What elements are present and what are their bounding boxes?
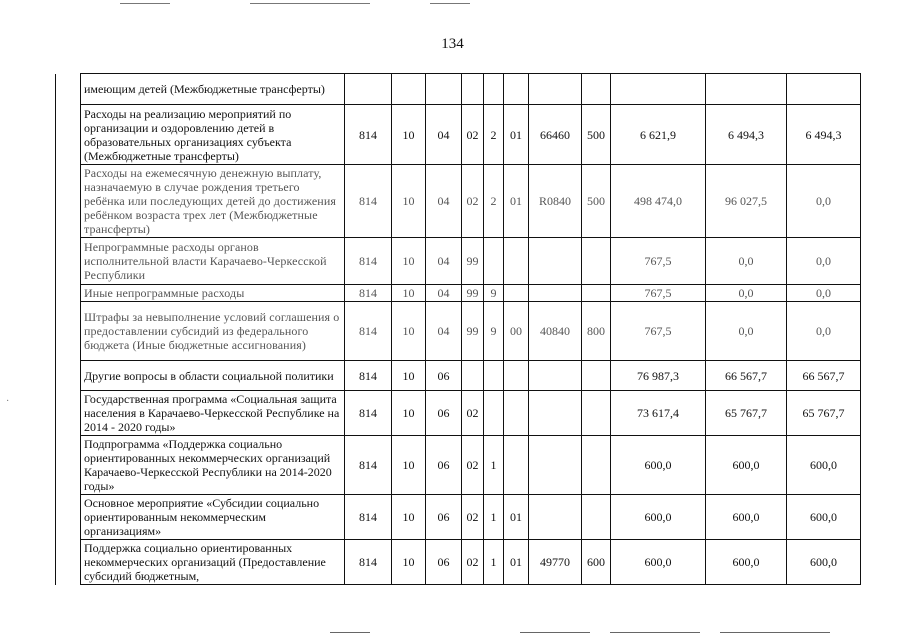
event-cell [504, 285, 529, 302]
code-cell: 814 [345, 495, 392, 540]
table-row [56, 285, 861, 302]
indent-cell [56, 302, 81, 361]
code-cell [345, 74, 392, 105]
amount-3-cell: 0,0 [787, 165, 861, 238]
row-name: Основное мероприятие «Субсидии социально ориентированным некоммерческим организациям» [81, 495, 345, 540]
amount-3-cell: 0,0 [787, 285, 861, 302]
amount-1-cell: 600,0 [611, 436, 706, 495]
expense-type-cell [582, 436, 611, 495]
expense-type-cell [582, 361, 611, 391]
subsection-cell: 04 [426, 165, 462, 238]
row-name: имеющим детей (Межбюджетные трансферты) [81, 74, 345, 105]
direction-cell [529, 391, 582, 436]
code-cell: 814 [345, 302, 392, 361]
code-cell: 814 [345, 540, 392, 585]
amount-2-cell: 600,0 [706, 436, 787, 495]
amount-2-cell: 96 027,5 [706, 165, 787, 238]
subsection-cell: 04 [426, 302, 462, 361]
subsection-cell: 06 [426, 361, 462, 391]
direction-cell: R0840 [529, 165, 582, 238]
indent-cell [56, 285, 81, 302]
indent-cell [56, 436, 81, 495]
event-cell [504, 361, 529, 391]
section-cell: 10 [392, 165, 426, 238]
program-cell: 99 [462, 302, 484, 361]
direction-cell [529, 238, 582, 285]
section-cell [392, 74, 426, 105]
expense-type-cell: 800 [582, 302, 611, 361]
amount-2-cell [706, 74, 787, 105]
code-cell: 814 [345, 105, 392, 165]
amount-3-cell: 0,0 [787, 238, 861, 285]
amount-3-cell: 65 767,7 [787, 391, 861, 436]
table-row [56, 436, 861, 495]
program-cell: 99 [462, 238, 484, 285]
expense-type-cell [582, 285, 611, 302]
expense-type-cell [582, 238, 611, 285]
subprogram-cell: 9 [484, 302, 504, 361]
scan-top-edge [0, 0, 905, 10]
amount-3-cell: 600,0 [787, 495, 861, 540]
amount-1-cell: 73 617,4 [611, 391, 706, 436]
table-row [56, 105, 861, 165]
subsection-cell: 04 [426, 238, 462, 285]
table-row [56, 391, 861, 436]
indent-cell [56, 105, 81, 165]
direction-cell: 40840 [529, 302, 582, 361]
subprogram-cell: 2 [484, 105, 504, 165]
section-cell: 10 [392, 285, 426, 302]
direction-cell: 49770 [529, 540, 582, 585]
row-name: Штрафы за невыполнение условий соглашения о предоставлении субсидий из федерального бюджета (Иные бюджетные ассигнования) [81, 302, 345, 361]
indent-cell [56, 165, 81, 238]
subprogram-cell: 1 [484, 495, 504, 540]
indent-cell [56, 361, 81, 391]
subsection-cell: 06 [426, 436, 462, 495]
section-cell: 10 [392, 495, 426, 540]
event-cell: 01 [504, 165, 529, 238]
expense-type-cell: 500 [582, 105, 611, 165]
indent-cell [56, 495, 81, 540]
amount-1-cell: 767,5 [611, 302, 706, 361]
expense-type-cell: 500 [582, 165, 611, 238]
code-cell: 814 [345, 285, 392, 302]
section-cell: 10 [392, 238, 426, 285]
amount-2-cell: 600,0 [706, 495, 787, 540]
subsection-cell: 04 [426, 105, 462, 165]
amount-2-cell: 600,0 [706, 540, 787, 585]
event-cell: 01 [504, 495, 529, 540]
direction-cell [529, 285, 582, 302]
table-row [56, 74, 861, 105]
event-cell [504, 238, 529, 285]
expense-type-cell [582, 495, 611, 540]
section-cell: 10 [392, 540, 426, 585]
subprogram-cell: 1 [484, 540, 504, 585]
direction-cell [529, 361, 582, 391]
subprogram-cell: 1 [484, 436, 504, 495]
section-cell: 10 [392, 391, 426, 436]
amount-1-cell: 767,5 [611, 285, 706, 302]
program-cell: 99 [462, 285, 484, 302]
indent-cell [56, 74, 81, 105]
section-cell: 10 [392, 361, 426, 391]
table-row [56, 238, 861, 285]
amount-3-cell: 600,0 [787, 436, 861, 495]
subprogram-cell [484, 391, 504, 436]
subsection-cell: 06 [426, 391, 462, 436]
amount-3-cell: 6 494,3 [787, 105, 861, 165]
indent-cell [56, 540, 81, 585]
subsection-cell: 06 [426, 495, 462, 540]
row-name: Другие вопросы в области социальной политики [81, 361, 345, 391]
row-name: Поддержка социально ориентированных некоммерческих организаций (Предоставление субсидий бюджетным, [81, 540, 345, 585]
program-cell: 02 [462, 105, 484, 165]
table-row [56, 540, 861, 585]
program-cell: 02 [462, 391, 484, 436]
amount-1-cell [611, 74, 706, 105]
event-cell: 01 [504, 105, 529, 165]
amount-1-cell: 767,5 [611, 238, 706, 285]
row-name: Расходы на ежемесячную денежную выплату, назначаемую в случае рождения третьего ребёнка или последующих детей до достижения ребёнком возраста трех лет (Межбюджетные трансферты) [81, 165, 345, 238]
indent-cell [56, 238, 81, 285]
amount-3-cell: 66 567,7 [787, 361, 861, 391]
margin-mark: · [6, 396, 10, 407]
table-row [56, 361, 861, 391]
row-name: Расходы на реализацию мероприятий по организации и оздоровлению детей в образовательных организациях субъекта (Межбюджетные трансферты) [81, 105, 345, 165]
event-cell [504, 391, 529, 436]
program-cell: 02 [462, 165, 484, 238]
row-name: Иные непрограммные расходы [81, 285, 345, 302]
section-cell: 10 [392, 436, 426, 495]
code-cell: 814 [345, 165, 392, 238]
code-cell: 814 [345, 238, 392, 285]
amount-2-cell: 0,0 [706, 238, 787, 285]
indent-cell [56, 391, 81, 436]
amount-3-cell: 0,0 [787, 302, 861, 361]
amount-2-cell: 0,0 [706, 285, 787, 302]
direction-cell: 66460 [529, 105, 582, 165]
table-row [56, 495, 861, 540]
page-number: 134 [441, 36, 464, 52]
expense-type-cell [582, 391, 611, 436]
direction-cell [529, 74, 582, 105]
code-cell: 814 [345, 391, 392, 436]
scan-bottom-edge [0, 628, 905, 636]
subprogram-cell [484, 74, 504, 105]
expense-type-cell [582, 74, 611, 105]
expense-type-cell: 600 [582, 540, 611, 585]
subprogram-cell [484, 238, 504, 285]
direction-cell [529, 436, 582, 495]
amount-2-cell: 6 494,3 [706, 105, 787, 165]
code-cell: 814 [345, 436, 392, 495]
section-cell: 10 [392, 302, 426, 361]
subsection-cell: 04 [426, 285, 462, 302]
amount-1-cell: 600,0 [611, 495, 706, 540]
subprogram-cell: 9 [484, 285, 504, 302]
table-row [56, 302, 861, 361]
subsection-cell: 06 [426, 540, 462, 585]
amount-2-cell: 65 767,7 [706, 391, 787, 436]
subsection-cell [426, 74, 462, 105]
program-cell: 02 [462, 540, 484, 585]
program-cell [462, 74, 484, 105]
event-cell: 01 [504, 540, 529, 585]
row-name: Подпрограмма «Поддержка социально ориентированных некоммерческих организаций Карачаево-Черкесской Республики на 2014-2020 годы» [81, 436, 345, 495]
code-cell: 814 [345, 361, 392, 391]
amount-1-cell: 76 987,3 [611, 361, 706, 391]
section-cell: 10 [392, 105, 426, 165]
subprogram-cell: 2 [484, 165, 504, 238]
amount-1-cell: 6 621,9 [611, 105, 706, 165]
event-cell [504, 436, 529, 495]
event-cell: 00 [504, 302, 529, 361]
program-cell: 02 [462, 436, 484, 495]
amount-3-cell [787, 74, 861, 105]
amount-2-cell: 0,0 [706, 302, 787, 361]
direction-cell [529, 495, 582, 540]
program-cell [462, 361, 484, 391]
program-cell: 02 [462, 495, 484, 540]
row-name: Государственная программа «Социальная защита населения в Карачаево-Черкесской Республике на 2014 - 2020 годы» [81, 391, 345, 436]
row-name: Непрограммные расходы органов исполнительной власти Карачаево-Черкесской Республики [81, 238, 345, 285]
amount-3-cell: 600,0 [787, 540, 861, 585]
table-row [56, 165, 861, 238]
amount-1-cell: 600,0 [611, 540, 706, 585]
event-cell [504, 74, 529, 105]
subprogram-cell [484, 361, 504, 391]
amount-2-cell: 66 567,7 [706, 361, 787, 391]
budget-table [55, 73, 861, 585]
amount-1-cell: 498 474,0 [611, 165, 706, 238]
